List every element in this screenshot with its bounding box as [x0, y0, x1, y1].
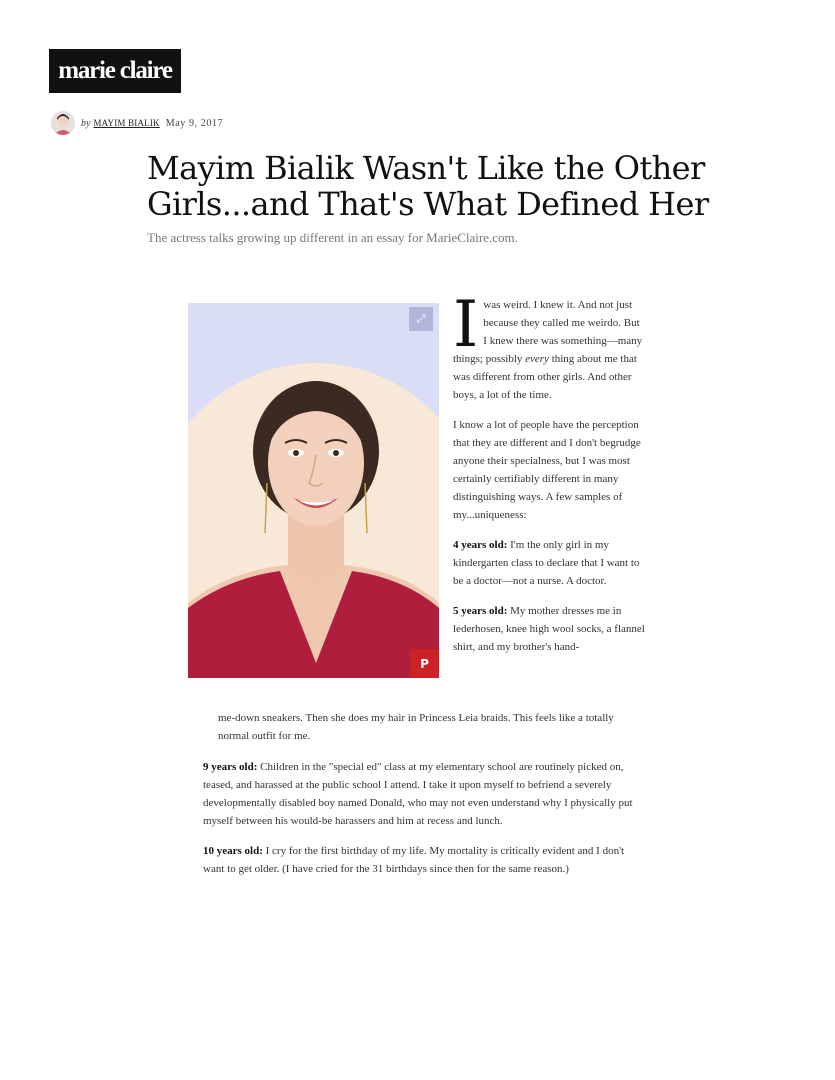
- author-avatar-image: [51, 111, 75, 135]
- article-body-full: [203, 758, 639, 890]
- article-body-column: [453, 288, 645, 668]
- paragraph-age-9: 9 years old: Children in the "special ed" class at my elementary school are routinely picked on, teased, and harassed at the public school I attend. I take it upon myself to befriend a severely developmentally disabled boy named Donald, who may not even understand why I physically put myself between his would-be harassers and him at recess and lunch.: [203, 761, 633, 827]
- byline: [51, 111, 223, 135]
- drop-cap: I: [453, 288, 479, 362]
- byline-by: by: [81, 117, 91, 129]
- paragraph-perception: I know a lot of people have the perception that they are different and I don't begrudge anyone their specialness, but I was most certainly certifiably different in many distinguishing ways. A few samples of my...uniqueness:: [453, 419, 641, 521]
- article-dek: The actress talks growing up different in an essay for MarieClaire.com.: [147, 230, 518, 245]
- paragraph-intro: Iwas weird. I knew it. And not just because they called me weirdo. But I knew there was something—many things; possibly every thing about me that was different from other girls. And other boys, a lot of the time.: [453, 288, 643, 401]
- expand-icon[interactable]: ⤢: [409, 307, 433, 331]
- author-avatar[interactable]: [51, 111, 75, 135]
- paragraph-age-5: 5 years old: My mother dresses me in lederhosen, knee high wool socks, a flannel shirt, and my brother's hand-: [453, 605, 645, 653]
- article-headline: Mayim Bialik Wasn't Like the Other Girls...and That's What Defined Her: [147, 149, 709, 223]
- portrait-image: [188, 303, 439, 678]
- site-logo[interactable]: marie claire: [49, 49, 181, 93]
- article-photo[interactable]: [188, 303, 439, 678]
- paragraph-age-5-continued: me-down sneakers. Then she does my hair in Princess Leia braids. This feels like a totally normal outfit for me.: [218, 712, 614, 742]
- publish-date: May 9, 2017: [165, 117, 224, 129]
- paragraph-age-10: 10 years old: I cry for the first birthday of my life. My mortality is critically evident and I don't want to get older. (I have cried for the 31 birthdays since then for the same reason.): [203, 845, 625, 875]
- paragraph-age-4: 4 years old: I'm the only girl in my kindergarten class to declare that I want to be a doctor—not a nurse. A doctor.: [453, 539, 640, 587]
- author-link[interactable]: MAYIM BIALIK: [93, 118, 160, 128]
- pinterest-icon[interactable]: P: [410, 649, 439, 678]
